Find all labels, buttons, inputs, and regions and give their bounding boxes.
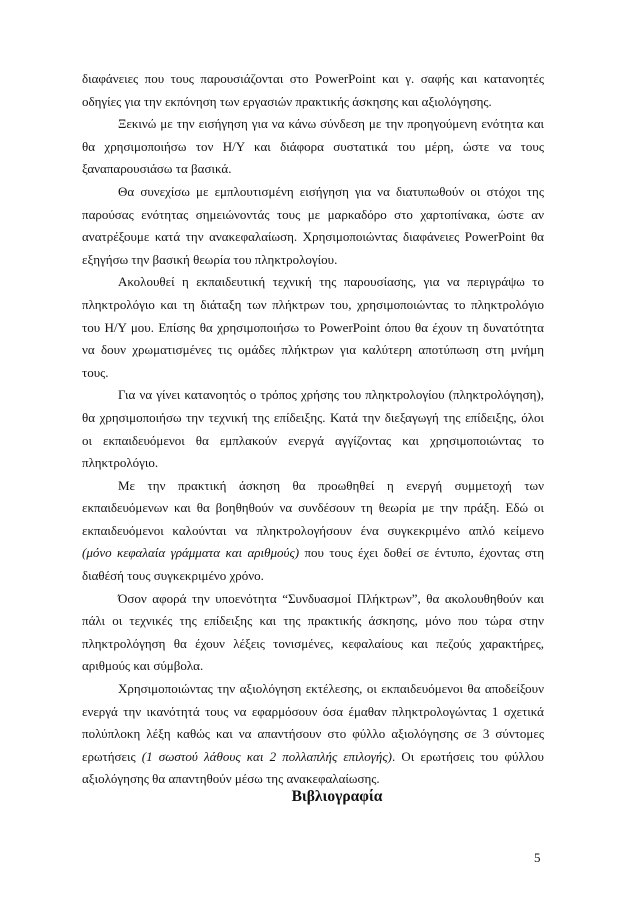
text-line: να δουν χρωματισμένες τις ομάδες πλήκτρων για καλύτερη αποτύπωση στη μνήμη — [82, 342, 544, 358]
text-line: αξιολόγησης θα απαντηθούν μέσω της ανακεφαλαίωσης. — [82, 771, 380, 787]
paragraph-start-line: Ακολουθεί η εκπαιδευτική τεχνική της παρουσίασης, για να περιγράψω το — [118, 274, 544, 290]
text-fragment: που τους έχει δοθεί σε έντυπο, έχοντας στη — [299, 545, 544, 561]
text-line: διαθέσή τους συγκεκριμένο χρόνο. — [82, 568, 264, 584]
italic-phrase: (μόνο κεφαλαία γράμματα και αριθμούς) — [82, 545, 300, 561]
text-line: ενεργά την ικανότητά τους να εφαρμόσουν όσα έμαθαν πληκτρολογώντας 1 σχετικά — [82, 703, 544, 719]
paragraph-start-line: Χρησιμοποιώντας την αξιολόγηση εκτέλεσης, οι εκπαιδευόμενοι θα αποδείξουν — [118, 681, 544, 697]
text-line: πολύπλοκη λέξη καθώς και να απαντήσουν στο φύλλο αξιολόγησης σε 3 σύντομες — [82, 726, 544, 742]
text-line: ξαναπαρουσιάσω τα βασικά. — [82, 161, 232, 177]
text-line: αριθμούς και σύμβολα. — [82, 658, 204, 674]
italic-phrase: (1 σωστού λάθους και 2 πολλαπλής επιλογής) — [141, 748, 392, 764]
text-line: πληκτρολόγιο. — [82, 455, 159, 471]
text-line-with-italic — [82, 746, 544, 769]
text-fragment: . Οι ερωτήσεις του φύλλου — [391, 748, 544, 764]
paragraph-start-line: Με την πρακτική άσκηση θα προωθηθεί η ενεργή συμμετοχή των — [118, 477, 544, 493]
text-line: θα χρησιμοποιήσω την τεχνική της επίδειξης. Κατά την διεξαγωγή της επίδειξης, όλοι — [82, 409, 544, 425]
text-line: εκπαιδευόμενων και θα βοηθηθούν να συνδέσουν τη θεωρία με την πράξη. Εδώ οι — [82, 500, 544, 516]
paragraph-start-line: Για να γίνει κατανοητός ο τρόπος χρήσης του πληκτρολογίου (πληκτρολόγηση), — [118, 387, 544, 403]
text-line: οδηγίες για την εκπόνηση των εργασιών πρακτικής άσκησης και αξιολόγησης. — [82, 93, 492, 109]
text-line: θα χρησιμοποιήσω τον Η/Υ και διάφορα συστατικά του μέρη, ώστε να τους — [82, 138, 544, 154]
text-line: του Η/Υ μου. Επίσης θα χρησιμοποιήσω το PowerPoint όπου θα έχουν τη δυνατότητα — [82, 319, 544, 335]
text-line: εξηγήσω την βασική θεωρία του πληκτρολογίου. — [82, 251, 338, 267]
text-line-with-italic — [82, 542, 544, 565]
text-line: τους. — [82, 364, 109, 380]
text-fragment: ερωτήσεις — [82, 748, 142, 764]
text-line: πληκτρολόγηση θα έχουν λέξεις τονισμένες, κεφαλαίους και πεζούς χαρακτήρες, — [82, 635, 544, 651]
text-line: πληκτρολόγιο και τη διάταξη των πλήκτρων του, χρησιμοποιώντας το πληκτρολόγιο — [82, 296, 544, 312]
text-line: παρούσας ενότητας σημειώνοντάς τους με μαρκαδόρο στο χαρτοπίνακα, ώστε αν — [82, 206, 544, 222]
text-line: διαφάνειες που τους παρουσιάζονται στο PowerPoint και γ. σαφής και κατανοητές — [82, 71, 544, 86]
text-line: πάλι οι τεχνικές της επίδειξης και της πρακτικής άσκησης, μόνο που τώρα στην — [82, 613, 544, 629]
paragraph-start-line: Όσον αφορά την υποενότητα “Συνδυασμοί Πλήκτρων”, θα ακολουθηθούν και — [118, 590, 544, 606]
paragraph-start-line: Ξεκινώ με την εισήγηση για να κάνω σύνδεση με την προηγούμενη ενότητα και — [118, 116, 544, 132]
text-line: οι εκπαιδευόμενοι θα εμπλακούν ενεργά αγγίζοντας και χρησιμοποιώντας το — [82, 432, 544, 448]
text-line: εκπαιδευόμενοι καλούνται να πληκτρολογήσουν ένα συγκεκριμένο απλό κείμενο — [82, 522, 544, 538]
paragraph-start-line: Θα συνεχίσω με εμπλουτισμένη εισήγηση για να διατυπωθούν οι στόχοι της — [118, 183, 544, 199]
bibliography-heading: Βιβλιογραφία — [291, 788, 383, 805]
body-text — [82, 68, 544, 791]
text-line: ανατρέξουμε κατά την ανακεφαλαίωση. Χρησιμοποιώντας διαφάνειες PowerPoint θα — [82, 229, 544, 245]
page-number: 5 — [534, 850, 541, 865]
